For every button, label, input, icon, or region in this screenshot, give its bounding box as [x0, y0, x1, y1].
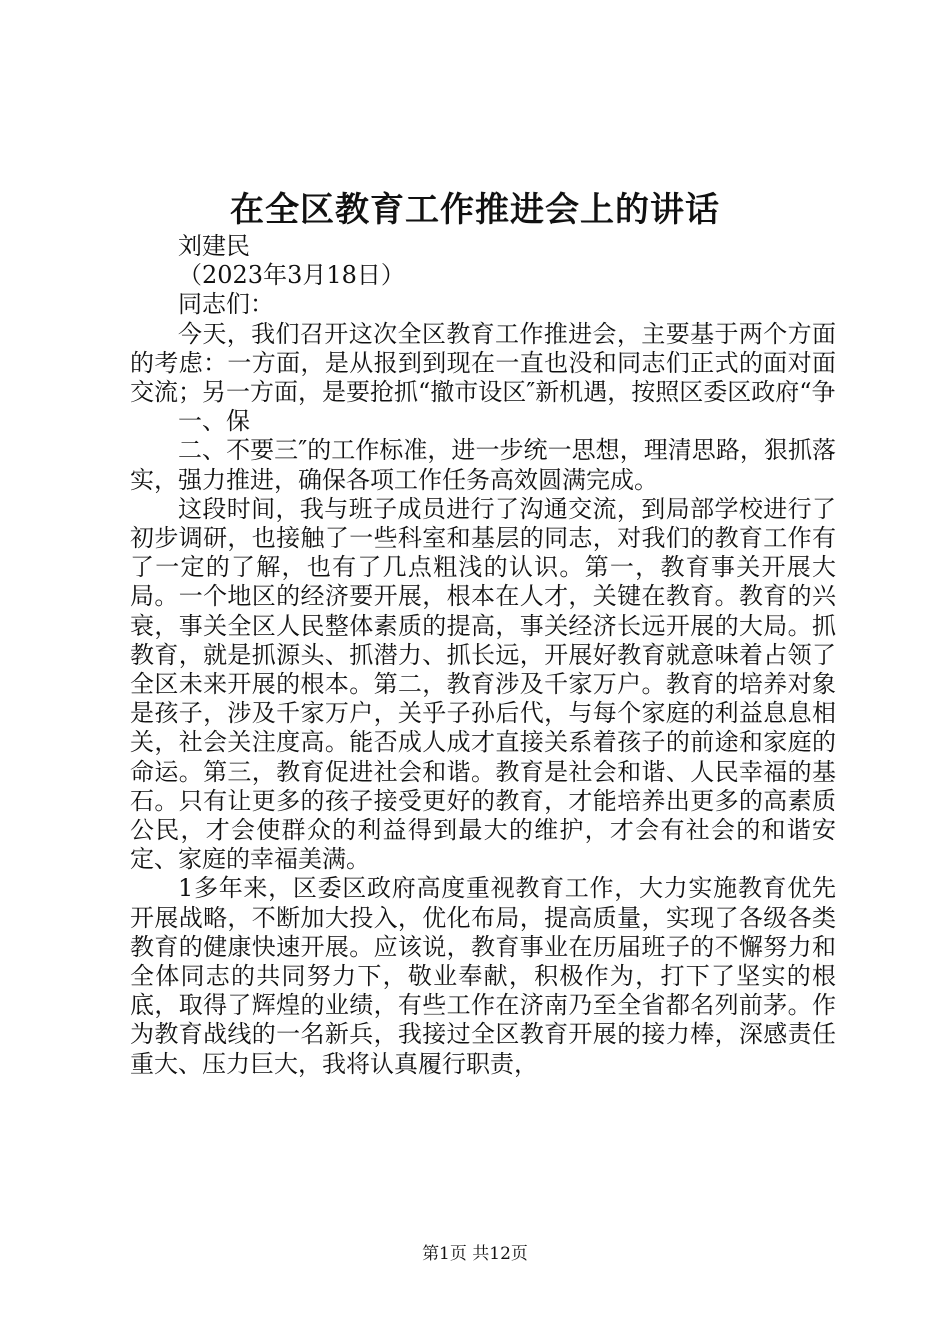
document-body: [130, 232, 836, 1079]
date-line: （2023年3月18日）: [178, 261, 405, 290]
paragraph-5: 1多年来，区委区政府高度重视教育工作，大力实施教育优先开展战略，不断加大投入，优化布局，提高质量，实现了各级各类教育的健康快速开展。应该说，教育事业在历届班子的不懈努力和全体同志的共同努力下，敬业奉献，积极作为，打下了坚实的根底，取得了辉煌的业绩，有些工作在济南乃至全省都名列前茅。作为教育战线的一名新兵，我接过全区教育开展的接力棒，深感责任重大、压力巨大，我将认真履行职责，: [130, 874, 836, 1078]
paragraph-1: 今天，我们召开这次全区教育工作推进会，主要基于两个方面的考虑：一方面，是从报到到现在一直也没和同志们正式的面对面交流；另一方面，是要抢抓“撤市设区″新机遇，按照区委区政府“争: [130, 319, 836, 407]
paragraph-3: 二、不要三″的工作标准，进一步统一思想，理清思路，狠抓落实，强力推进，确保各项工作任务高效圆满完成。: [130, 436, 836, 494]
paragraph-2: 一、保: [178, 407, 250, 436]
page-footer: 第1页 共12页: [422, 1244, 528, 1264]
author-line: 刘建民: [178, 232, 250, 260]
salutation-line: 同志们：: [178, 290, 274, 319]
paragraph-4: 这段时间，我与班子成员进行了沟通交流，到局部学校进行了初步调研，也接触了一些科室和基层的同志，对我们的教育工作有了一定的了解，也有了几点粗浅的认识。第一，教育事关开展大局。一个地区的经济要开展，根本在人才，关键在教育。教育的兴衰，事关全区人民整体素质的提高，事关经济长远开展的大局。抓教育，就是抓源头、抓潜力、抓长远，开展好教育就意味着占领了全区未来开展的根本。第二，教育涉及千家万户。教育的培养对象是孩子，涉及千家万户，关乎子孙后代，与每个家庭的利益息息相关，社会关注度高。能否成人成才直接关系着孩子的前途和家庭的命运。第三，教育促进社会和谐。教育是社会和谐、人民幸福的基石。只有让更多的孩子接受更好的教育，才能培养出更多的高素质公民，才会使群众的利益得到最大的维护，才会有社会的和谐安定、家庭的幸福美满。: [130, 494, 836, 874]
document-title: 在全区教育工作推进会上的讲话: [230, 190, 720, 230]
